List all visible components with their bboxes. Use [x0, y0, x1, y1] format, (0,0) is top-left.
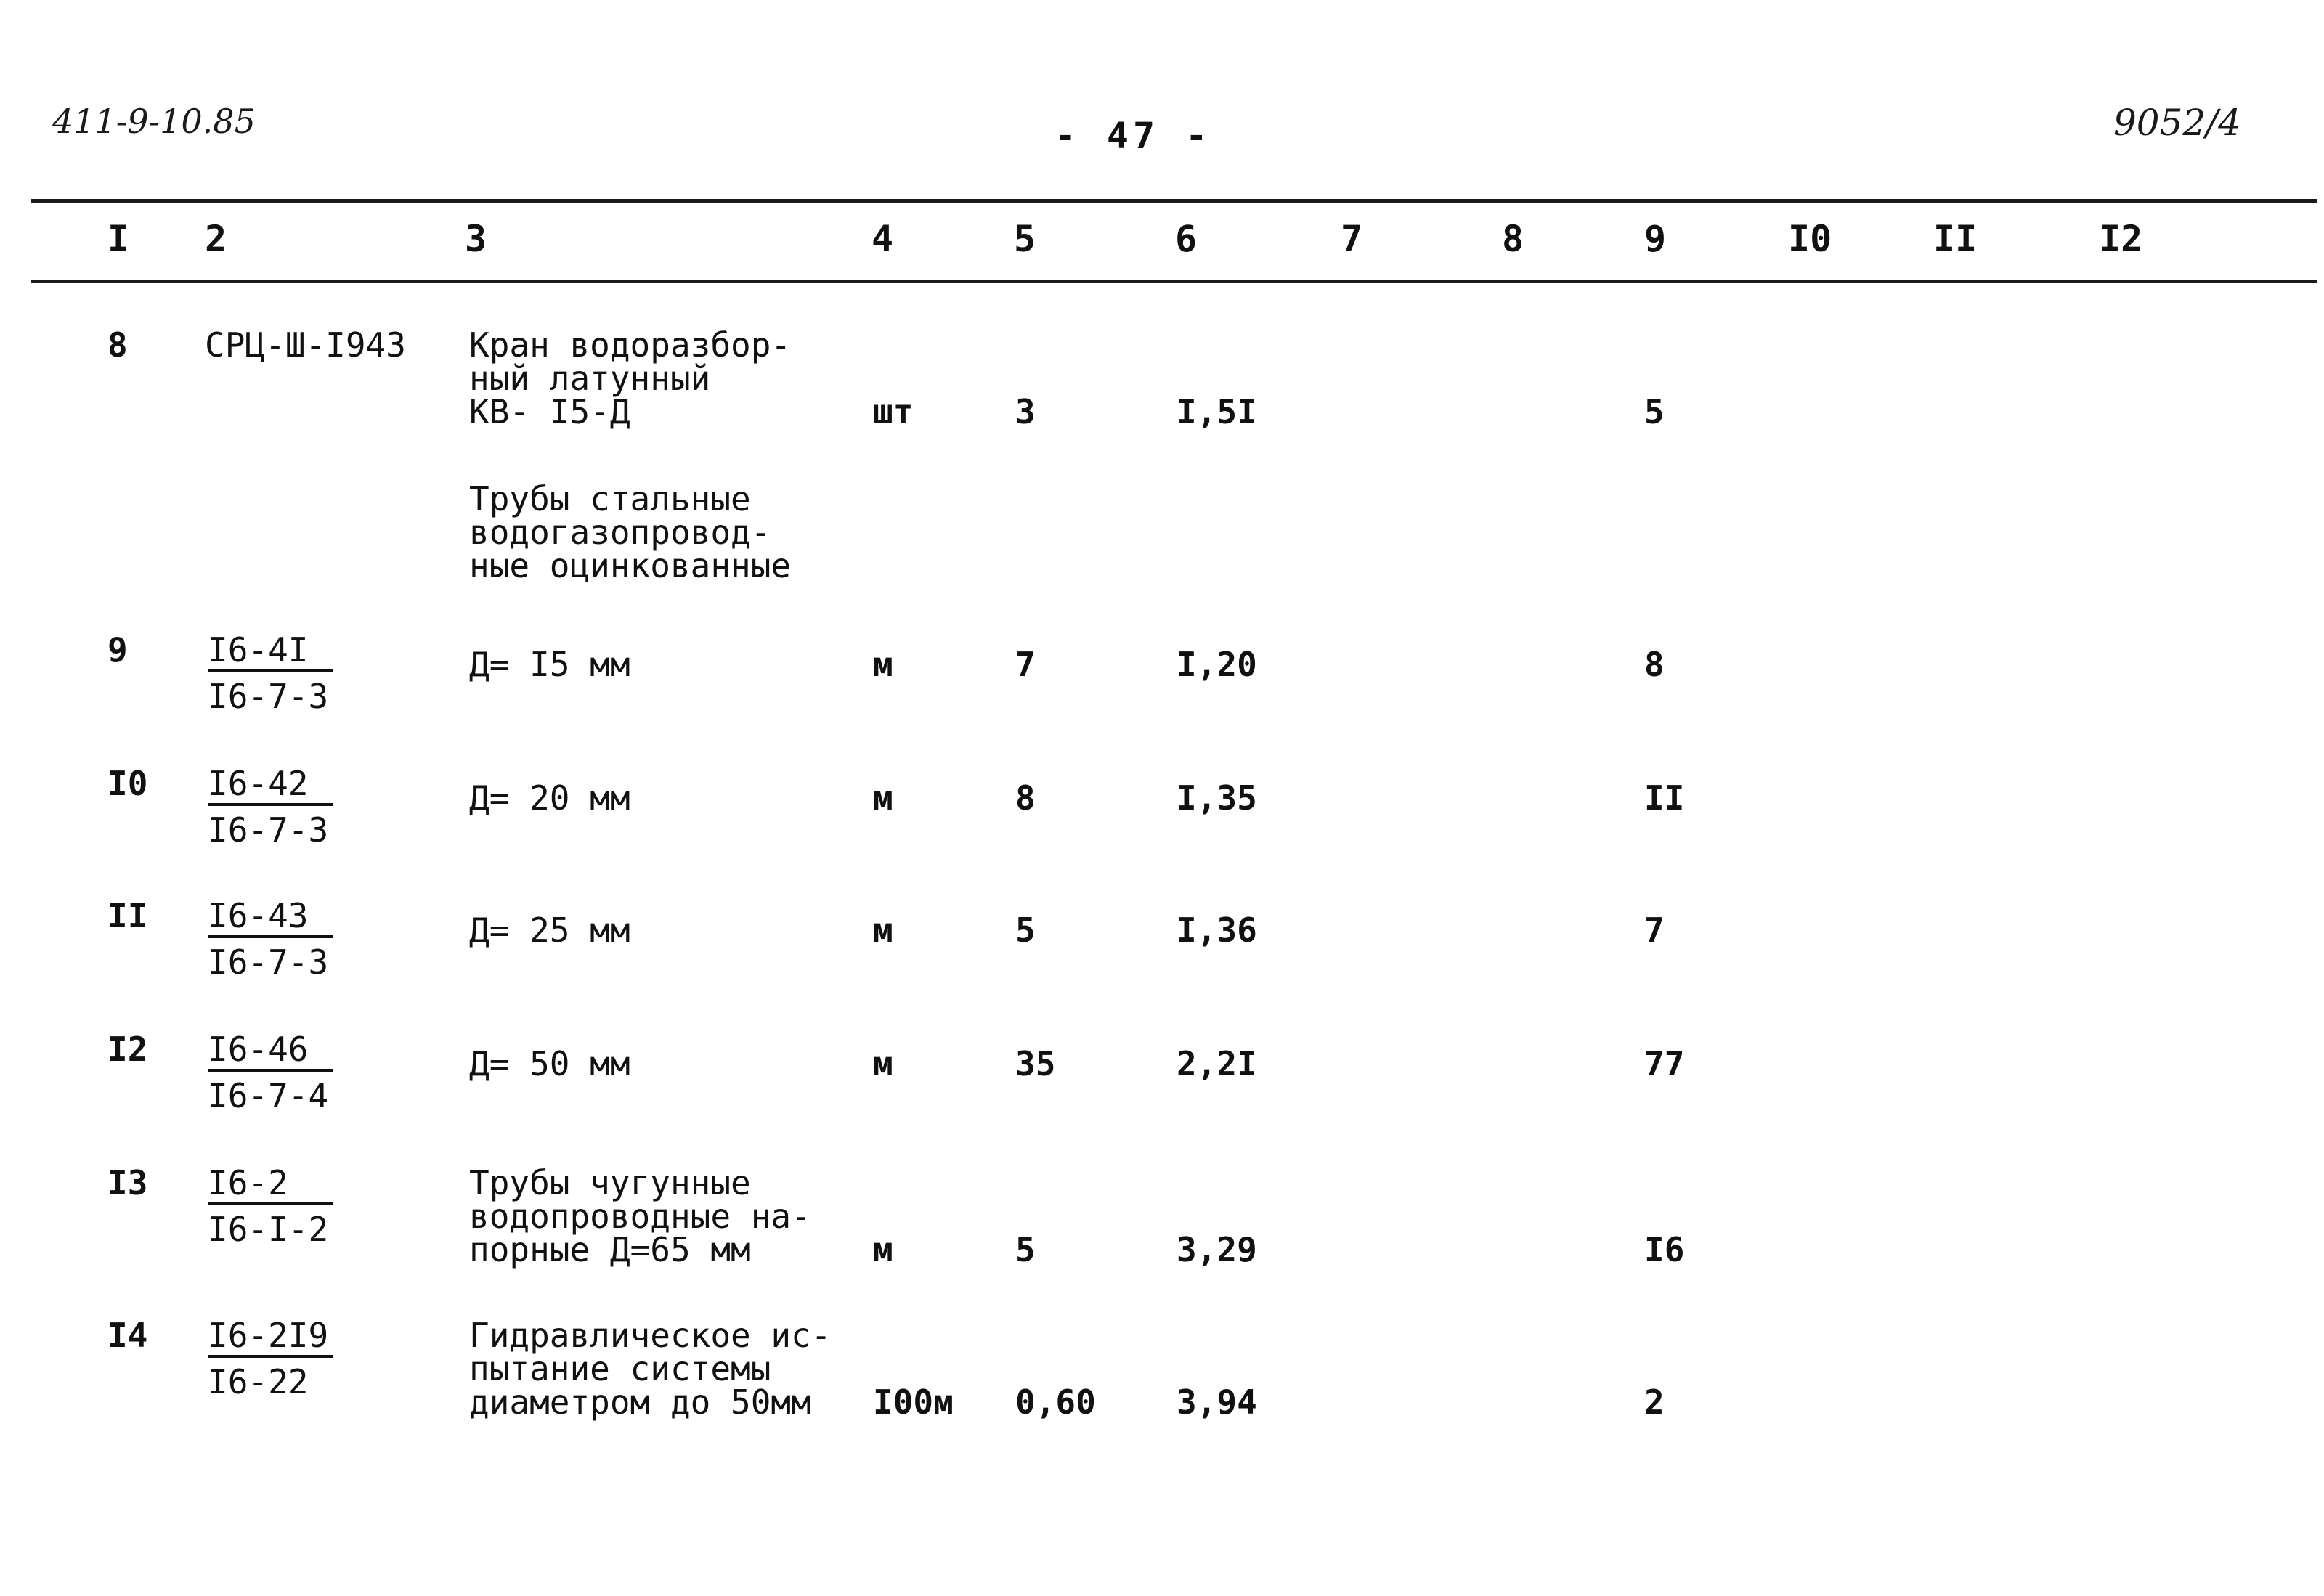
item-description: Д= 25 мм	[469, 911, 630, 950]
reference-fraction	[208, 1316, 333, 1401]
total: 2	[1644, 1383, 1665, 1422]
total: 5	[1644, 392, 1665, 431]
item-description: Д= 50 мм	[469, 1044, 630, 1083]
item-description: Д= I5 мм	[469, 645, 630, 684]
total: 8	[1644, 645, 1665, 684]
quantity: 0,60	[1015, 1383, 1096, 1422]
column-header-row	[0, 218, 2324, 261]
column-header: 7	[1341, 218, 1363, 260]
unit-price: I,36	[1177, 911, 1257, 950]
column-header: II	[1933, 218, 1978, 260]
reference-code-top: I6-2	[208, 1166, 333, 1205]
quantity: 7	[1015, 645, 1036, 684]
reference-code-top: I6-43	[208, 899, 333, 938]
column-header: 2	[205, 218, 227, 260]
unit: м	[873, 645, 893, 684]
item-description: Д= 20 мм	[469, 778, 630, 818]
document-code: 411-9-10.85	[52, 102, 256, 141]
reference-code-bottom: I6-I-2	[208, 1210, 329, 1249]
row-number: I2	[107, 1030, 148, 1069]
row-number: I0	[107, 764, 148, 803]
column-header: 9	[1644, 218, 1667, 260]
reference-fraction	[208, 1163, 333, 1249]
item-description-line: диаметром до 50мм	[469, 1383, 811, 1422]
column-header: 3	[465, 218, 487, 260]
section-heading-line: ные оцинкованные	[469, 546, 792, 585]
quantity: 5	[1015, 911, 1036, 950]
header-rule	[31, 280, 2317, 283]
column-header: I0	[1788, 218, 1832, 260]
reference-code-bottom: I6-22	[208, 1362, 309, 1401]
unit-price: I,20	[1177, 645, 1257, 684]
unit: шт	[873, 392, 914, 431]
section-heading-line: водогазопровод-	[469, 513, 771, 552]
section-heading-line: Трубы стальные	[469, 479, 751, 518]
item-description-line: пытание системы	[469, 1349, 771, 1388]
reference-code-bottom: I6-7-3	[208, 677, 329, 716]
item-description-line: Гидравлическое ис-	[469, 1316, 832, 1355]
column-header: 8	[1502, 218, 1524, 260]
reference-code-top: I6-46	[208, 1033, 333, 1072]
unit: м	[873, 778, 893, 818]
row-number: 9	[107, 630, 128, 669]
reference-code-top: I6-42	[208, 767, 333, 806]
reference-fraction	[208, 630, 333, 716]
unit: м	[873, 1044, 893, 1083]
total: I6	[1644, 1230, 1685, 1269]
sheet-number: 9052/4	[2113, 102, 2241, 144]
column-header: I2	[2099, 218, 2143, 260]
item-description-line: КВ- I5-Д	[469, 392, 630, 431]
quantity: 3	[1015, 392, 1036, 431]
reference-code: СРЦ-Ш-I943	[205, 325, 406, 365]
quantity: 5	[1015, 1230, 1036, 1269]
reference-fraction	[208, 764, 333, 850]
row-number: II	[107, 896, 148, 935]
item-description-line: ный латунный	[469, 359, 711, 398]
total: 77	[1644, 1044, 1685, 1083]
item-description-line: Трубы чугунные	[469, 1163, 751, 1202]
unit: м	[873, 911, 893, 950]
column-header: 6	[1175, 218, 1198, 260]
total: 7	[1644, 911, 1665, 950]
row-number: 8	[107, 325, 128, 365]
column-header: 5	[1014, 218, 1036, 260]
column-header: 4	[871, 218, 894, 260]
unit-price: I,35	[1177, 778, 1257, 818]
unit-price: I,5I	[1177, 392, 1257, 431]
reference-code-top: I6-4I	[208, 633, 333, 672]
unit-price: 2,2I	[1177, 1044, 1257, 1083]
reference-code-bottom: I6-7-3	[208, 810, 329, 850]
reference-code-top: I6-2I9	[208, 1319, 333, 1358]
item-description-line: порные Д=65 мм	[469, 1230, 751, 1269]
row-number: I3	[107, 1163, 148, 1202]
unit: м	[873, 1230, 893, 1269]
column-header: I	[107, 218, 130, 260]
unit-price: 3,29	[1177, 1230, 1257, 1269]
page-number: - 47 -	[1054, 115, 1212, 157]
reference-fraction	[208, 1030, 333, 1115]
reference-fraction	[208, 896, 333, 982]
total: II	[1644, 778, 1685, 818]
top-rule	[31, 199, 2317, 203]
row-number: I4	[107, 1316, 148, 1355]
quantity: 35	[1015, 1044, 1056, 1083]
quantity: 8	[1015, 778, 1036, 818]
reference-code-bottom: I6-7-4	[208, 1076, 329, 1115]
unit-price: 3,94	[1177, 1383, 1257, 1422]
item-description-line: Кран водоразбор-	[469, 325, 792, 365]
item-description-line: водопроводные на-	[469, 1197, 811, 1236]
unit: I00м	[873, 1383, 954, 1422]
reference-code-bottom: I6-7-3	[208, 942, 329, 982]
